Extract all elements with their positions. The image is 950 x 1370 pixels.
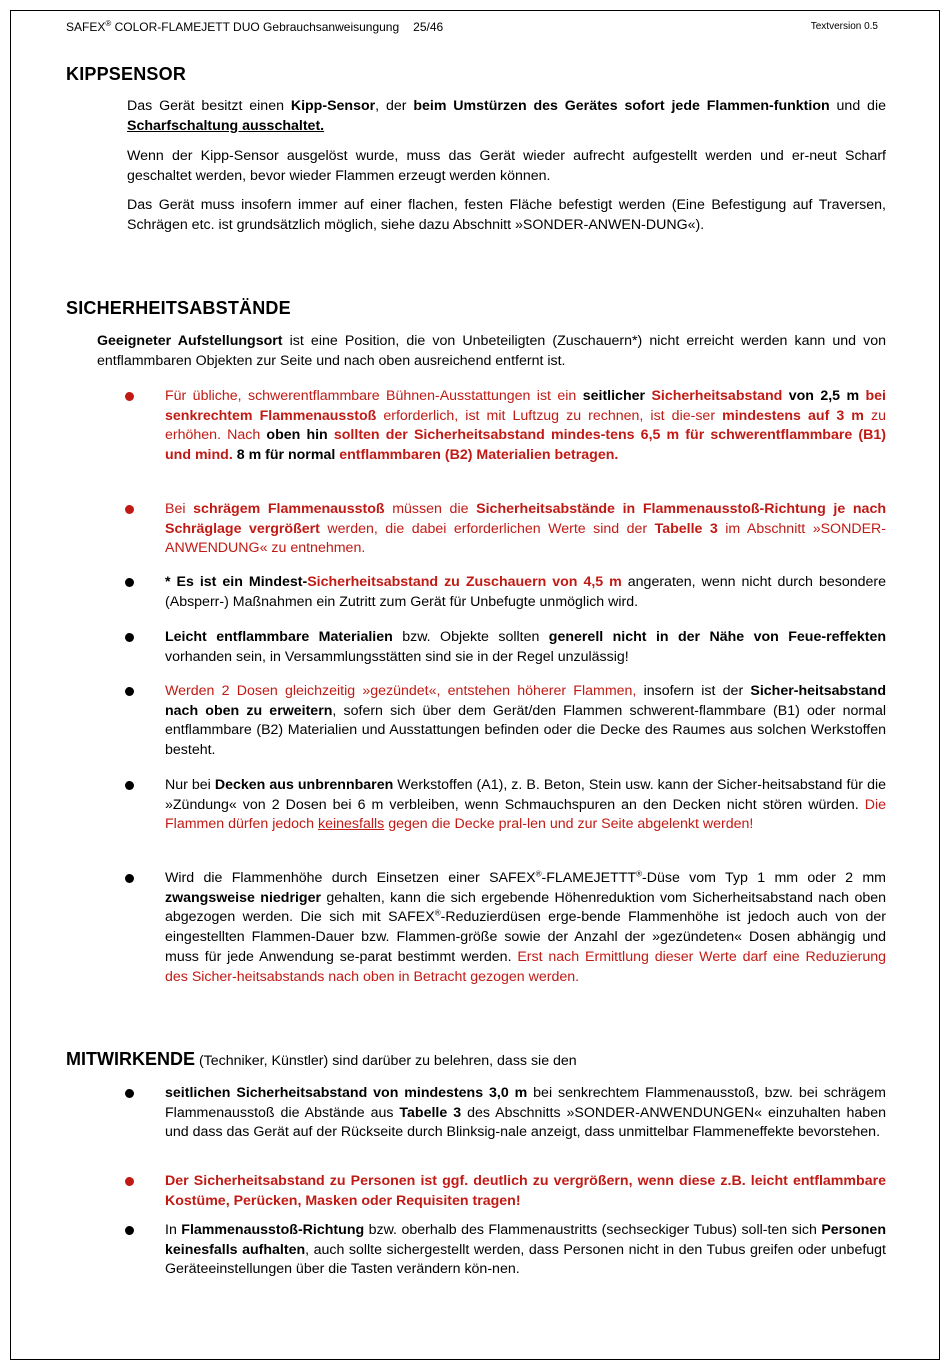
text-bold: generell nicht in der Nähe von Feue-reffekten <box>548 629 887 645</box>
text: angeraten, wenn nicht durch besondere (Absperr-) Maßnahmen ein Zutritt zum Gerät für Unbefugte unmöglich wird. <box>165 574 886 610</box>
bullet-dot <box>125 505 134 514</box>
text: bzw. Objekte sollten <box>392 629 549 645</box>
text: Das Gerät besitzt einen <box>127 98 291 114</box>
sicher-bullet-6 <box>165 776 886 835</box>
text: gehalten, kann die sich ergebende Höhenreduktion vom Sicherheitsabstand nach oben abgezogen werden. Die sich mit SAFEX <box>165 889 887 926</box>
mit-bullet-1 <box>165 1084 886 1143</box>
bullet-dot <box>125 874 134 883</box>
text: vorhanden sein, in Versammlungsstätten sind sie in der Regel unzulässig! <box>165 648 629 665</box>
mit-bullet-2: Der Sicherheitsabstand zu Personen ist ggf. deutlich zu vergrößern, wenn diese z.B. leicht entflammbare Kostüme, Perücken, Masken oder Requisiten tragen! <box>165 1173 886 1209</box>
text-bold: von 2,5 m <box>788 388 860 404</box>
text-bold: * Es ist ein <box>165 574 249 590</box>
text-bold-red: Sicherheitsabstände in Flammenausstoß-Richtung je nach Schräglage vergrößert <box>165 501 887 537</box>
text-red: werden, die dabei erforderlichen Werte sind der <box>319 520 655 537</box>
text-bold: Mindest- <box>248 574 308 590</box>
text: des Abschnitts »SONDER-ANWENDUNGEN« einzuhalten haben und dass das Gerät auf der Rückseite durch Blinksig-nale anzeigt, dass unmittelbar Flammeneffekte bevorstehen. <box>165 1104 886 1141</box>
text-red-underline: keinesfalls <box>318 816 385 833</box>
text-red: müssen die <box>384 501 477 517</box>
text-bold-red: Sicherheitsabstand zu Zuschauern von 4,5 m <box>307 574 622 590</box>
text-red: Bei <box>165 501 194 517</box>
text: insofern ist der <box>636 683 751 699</box>
text-bold: Tabelle 3 <box>399 1104 462 1121</box>
heading-mitwirkende: MITWIRKENDE <box>66 1049 195 1069</box>
text-bold-red: sollten der Sicherheitsabstand mindes-tens 6,5 m für schwerentflammbare (B1) und mind. <box>165 427 887 464</box>
text-red: Für übliche, schwerentflammbare Bühnen-Ausstattungen ist ein <box>165 388 583 404</box>
text: , auch sollte sichergestellt werden, dass Personen nicht in den Tubus greifen oder unbefugt Geräteeinstellungen über die Tasten verändern kön-nen. <box>165 1241 887 1278</box>
text: und die <box>829 98 886 114</box>
kipp-paragraph-1 <box>127 97 886 136</box>
text: , der <box>375 98 414 114</box>
text: In <box>165 1222 182 1238</box>
text-red: gegen die Decke pral-len und zur Seite abgelenkt werden! <box>384 816 754 833</box>
text-red: Erst nach <box>517 948 580 965</box>
text: -Reduzierdüsen erge-bende Flammenhöhe ist jedoch auch von der eingestellten Flammen-Dauer bzw. Flammen-größe sowie der Anzahl der »gezündeten« Dosen abhängig und muss für jede Anwendung se-parat bestimmt werden. <box>165 909 886 965</box>
bullet-dot <box>125 633 134 642</box>
bullet-dot <box>125 392 134 401</box>
heading-kippsensor: KIPPSENSOR <box>66 64 187 84</box>
page-header <box>66 19 443 34</box>
sicher-bullet-4 <box>165 628 886 667</box>
text-bold: Geeigneter Aufstellungsort <box>97 333 283 349</box>
text-bold: seitlichen Sicherheitsabstand von mindestens 3,0 m <box>165 1085 528 1101</box>
text-bold: 8 m für normal <box>236 447 336 464</box>
mitwirkende-heading-line <box>66 1049 577 1070</box>
text-red: Werden 2 Dosen gleichzeitig »gezündet«, entstehen höherer Flammen, <box>165 683 637 699</box>
text: bzw. oberhalb des Flammenaustritts (sechseckiger Tubus) soll-ten sich <box>364 1222 822 1238</box>
text-bold: zwangsweise niedriger <box>165 889 321 906</box>
text-bold-underline: Scharfschaltung ausschaltet. <box>127 117 325 134</box>
text-red: Ermittlung dieser Werte darf eine Reduzierung des Sicher-heitsabstands nach oben in Betracht gezogen werden. <box>165 948 886 985</box>
text-bold: Personen keinesfalls aufhalten <box>165 1222 886 1258</box>
registered-mark: ® <box>434 908 441 918</box>
kipp-paragraph-3: Das Gerät muss insofern immer auf einer flachen, festen Fläche befestigt werden (Eine Befestigung auf Traversen, Schrägen etc. ist grundsätzlich möglich, siehe dazu Abschnitt »SONDER-ANWEN-DUNG«). <box>127 197 886 233</box>
bullet-dot <box>125 1177 134 1186</box>
bullet-dot <box>125 578 134 587</box>
header-title-post: COLOR-FLAMEJETT DUO Gebrauchsanweisungung <box>111 20 400 34</box>
mit-bullet-3 <box>165 1221 886 1280</box>
bullet-dot <box>125 781 134 790</box>
text: bei senkrechtem Flammenausstoß, bzw. bei schrägem Flammenausstoß die Abstände aus <box>165 1085 887 1121</box>
sicher-intro <box>97 332 886 371</box>
text: -Düse vom Typ 1 mm oder 2 mm <box>642 870 886 886</box>
text-bold: Decken aus unbrennbaren <box>214 777 394 793</box>
text: ist eine Position, die von Unbeteiligten (Zuschauern*) nicht erreicht werden kann und von entflammbaren Objekten zur Seite und nach oben ausreichend entfernt ist. <box>97 333 886 369</box>
sicher-bullet-3 <box>165 573 886 612</box>
text: Nur bei <box>165 777 215 793</box>
text-bold: seitlicher <box>582 388 646 404</box>
registered-mark: ® <box>636 869 642 879</box>
header-title-pre: SAFEX <box>66 20 106 34</box>
sicher-bullet-5 <box>165 682 886 761</box>
text-bold-red: Tabelle 3 <box>654 520 718 537</box>
text-red: zu erhöhen. Nach <box>165 407 886 444</box>
text: Werkstoffen (A1), z. B. Beton, Stein usw. kann der Sicher-heitsabstand für die »Zündung« von 2 Dosen bei 6 m verbleiben, wenn Schmauchspuren an den Decken nicht stören würden. <box>165 777 886 813</box>
page-number: 25/46 <box>413 20 444 34</box>
text-red: im Abschnitt »SONDER-ANWENDUNG« zu entnehmen. <box>165 520 887 557</box>
sicher-bullet-7 <box>165 869 886 987</box>
text-bold: Flammenausstoß-Richtung <box>181 1222 365 1238</box>
text-bold-red: entflammbaren (B2) Materialien betragen. <box>339 447 619 464</box>
kipp-paragraph-2: Wenn der Kipp-Sensor ausgelöst wurde, muss das Gerät wieder aufrecht aufgestellt werden und er-neut Scharf geschaltet werden, bevor wieder Flammen erzeugt werden können. <box>127 148 886 184</box>
sicher-bullet-2 <box>165 500 886 559</box>
text-bold-red: schrägem Flammenausstoß <box>193 501 385 517</box>
bullet-dot <box>125 1089 134 1098</box>
text: -FLAMEJETTT <box>541 870 637 886</box>
text: Wird die Flammenhöhe durch Einsetzen einer SAFEX <box>165 870 536 886</box>
heading-sicherheitsabstaende: SICHERHEITSABSTÄNDE <box>66 298 291 318</box>
text-bold-red: mindestens auf 3 m <box>722 407 864 424</box>
sicher-bullet-1 <box>165 387 886 466</box>
text-bold-red: bei senkrechtem Flammenausstoß <box>165 388 886 424</box>
text-red: Die Flammen dürfen jedoch <box>165 796 886 833</box>
text: , sofern sich über dem Gerät/den Flammen schwerent-flammbare (B1) oder normal entflammbare (B2) Materialien und Ausstattungen befinden oder die Decke des Raumes aus solchen Werkstoffen besteht. <box>165 702 886 759</box>
mitwirkende-intro: (Techniker, Künstler) sind darüber zu belehren, dass sie den <box>195 1053 577 1069</box>
text-red: erforderlich, ist mit Luftzug zu rechnen, ist die-ser <box>376 407 723 424</box>
text-bold: Kipp-Sensor <box>290 98 376 114</box>
text-bold: oben hin <box>266 427 328 444</box>
bullet-dot <box>125 1226 134 1235</box>
text-bold: Leicht entflammbare Materialien <box>165 629 393 645</box>
header-registered-mark: ® <box>105 19 112 28</box>
text-version: Textversion 0.5 <box>810 21 878 32</box>
bullet-dot <box>125 687 134 696</box>
registered-mark: ® <box>535 869 542 879</box>
text-bold: beim Umstürzen des Gerätes sofort jede Flammen-funktion <box>413 98 830 114</box>
text-bold: Sicher-heitsabstand nach oben zu erweitern <box>165 683 886 719</box>
text-bold-red: Sicherheitsabstand <box>651 388 783 404</box>
